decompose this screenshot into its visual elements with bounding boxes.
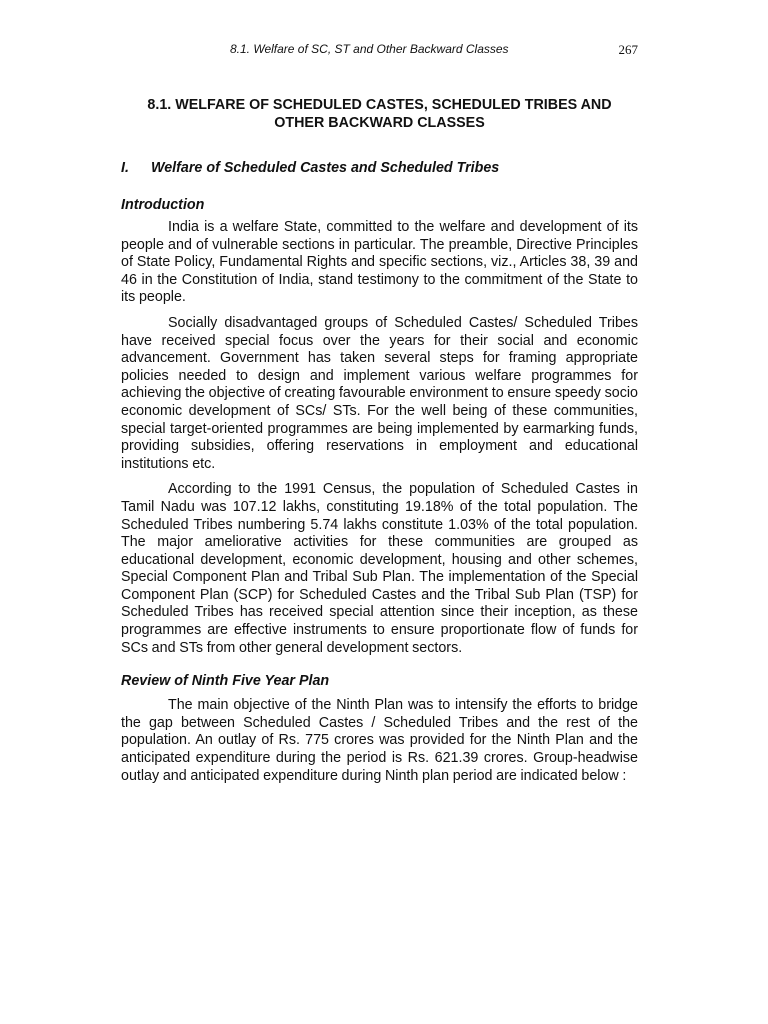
page-title: 8.1. WELFARE OF SCHEDULED CASTES, SCHEDULED TRIBES AND OTHER BACKWARD CLASSES <box>147 97 612 131</box>
introduction-heading: Introduction <box>121 197 205 213</box>
running-title: 8.1. Welfare of SC, ST and Other Backward Classes <box>230 42 509 56</box>
page-content <box>121 96 638 793</box>
running-header <box>0 42 768 58</box>
introduction-paragraph: Socially disadvantaged groups of Scheduled Castes/ Scheduled Tribes have received special focus over the years for their social and economic advancement. Government has taken several steps for framing appropriate policies needed to design and implement various welfare programmes for achieving the objective of creating favourable environment to ensure speedy socio economic development of SCs/ STs. For the well being of these communities, special target-oriented programmes are being implemented by earmarking funds, providing subsidies, offering reservations in employment and educational institutions etc. <box>121 314 638 472</box>
review-heading: Review of Ninth Five Year Plan <box>121 673 330 690</box>
review-paragraph: The main objective of the Ninth Plan was to intensify the efforts to bridge the gap between Scheduled Castes / Scheduled Tribes and the rest of the population. An outlay of Rs. 775 crores was provided for the Ninth Plan and the anticipated expenditure during the period is Rs. 621.39 crores. Group-headwise outlay and anticipated expenditure during Ninth plan period are indicated below : <box>121 697 638 784</box>
introduction-paragraph: According to the 1991 Census, the population of Scheduled Castes in Tamil Nadu was 107.12 lakhs, constituting 19.18% of the total population. The Scheduled Tribes numbering 5.74 lakhs constitute 1.03% of the total population. The major ameliorative activities for these communities are grouped as educational development, economic development, housing and other schemes, Special Component Plan and Tribal Sub Plan. The implementation of the Special Component Plan (SCP) for Scheduled Castes and the Tribal Sub Plan (TSP) for Scheduled Tribes has received special attention since their inception, as these programmes are effective instruments to ensure proportionate flow of funds for SCs and STs from other general development sectors. <box>121 481 638 656</box>
section-title: Welfare of Scheduled Castes and Scheduled Tribes <box>151 160 500 176</box>
introduction-paragraph: India is a welfare State, committed to the welfare and development of its people and of vulnerable sections in particular. The preamble, Directive Principles of State Policy, Fundamental Rights and specific sections, viz., Articles 38, 39 and 46 in the Constitution of India, stand testimony to the commitment of the State to its people. <box>121 219 638 306</box>
page-number: 267 <box>618 42 638 57</box>
section-number: I. <box>121 160 129 176</box>
section-heading <box>121 160 638 176</box>
